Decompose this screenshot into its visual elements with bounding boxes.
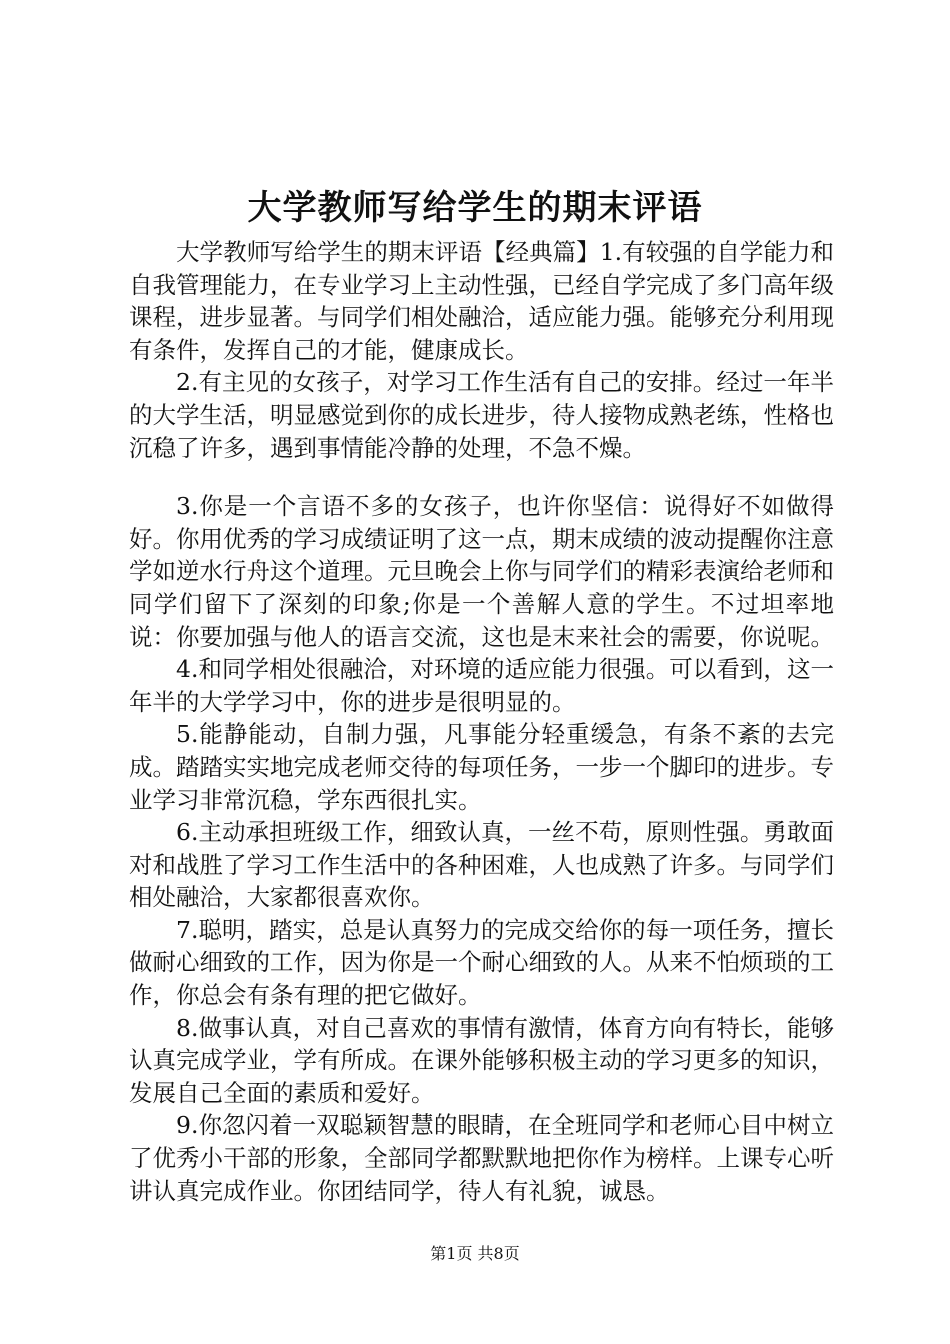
paragraph-3: 3.你是一个言语不多的女孩子，也许你坚信：说得好不如做得好。你用优秀的学习成绩证明了这一点，期末成绩的波动提醒你注意学如逆水行舟这个道理。元旦晚会上你与同学们的精彩表演给老师和同学们留下了深刻的印象;你是一个善解人意的学生。不过坦率地说：你要加强与他人的语言交流，这也是末来社会的需要，你说呢。 xyxy=(129,492,834,651)
paragraph-9: 9.你忽闪着一双聪颖智慧的眼睛，在全班同学和老师心目中树立了优秀小干部的形象，全部同学都默默地把你作为榜样。上课专心听讲认真完成作业。你团结同学，待人有礼貌，诚恳。 xyxy=(129,1111,834,1205)
paragraph-2: 2.有主见的女孩子，对学习工作生活有自己的安排。经过一年半的大学生活，明显感觉到你的成长进步，待人接物成熟老练，性格也沉稳了许多，遇到事情能冷静的处理，不急不燥。 xyxy=(129,368,834,462)
paragraph-5: 5.能静能动，自制力强，凡事能分轻重缓急，有条不紊的去完成。踏踏实实地完成老师交待的每项任务，一步一个脚印的进步。专业学习非常沉稳，学东西很扎实。 xyxy=(129,720,834,814)
paragraph-4: 4.和同学相处很融洽，对环境的适应能力很强。可以看到，这一年半的大学学习中，你的进步是很明显的。 xyxy=(129,655,834,716)
paragraph-7: 7.聪明，踏实，总是认真努力的完成交给你的每一项任务，擅长做耐心细致的工作，因为你是一个耐心细致的人。从来不怕烦琐的工作，你总会有条有理的把它做好。 xyxy=(129,915,834,1010)
document-body xyxy=(129,236,834,1207)
document-title: 大学教师写给学生的期末评语 xyxy=(247,188,703,228)
paragraph-1: 大学教师写给学生的期末评语【经典篇】1.有较强的自学能力和自我管理能力，在专业学习上主动性强，已经自学完成了多门高年级课程，进步显著。与同学们相处融洽，适应能力强。能够充分利用现有条件，发挥自己的才能，健康成长。 xyxy=(129,238,834,364)
paragraph-8: 8.做事认真，对自己喜欢的事情有激情，体育方向有特长，能够认真完成学业，学有所成。在课外能够积极主动的学习更多的知识，发展自己全面的素质和爱好。 xyxy=(129,1013,834,1107)
paragraph-6: 6.主动承担班级工作，细致认真，一丝不苟，原则性强。勇敢面对和战胜了学习工作生活中的各种困难，人也成熟了许多。与同学们相处融洽，大家都很喜欢你。 xyxy=(129,818,834,912)
page-number-footer: 第1页 共8页 xyxy=(430,1244,520,1263)
